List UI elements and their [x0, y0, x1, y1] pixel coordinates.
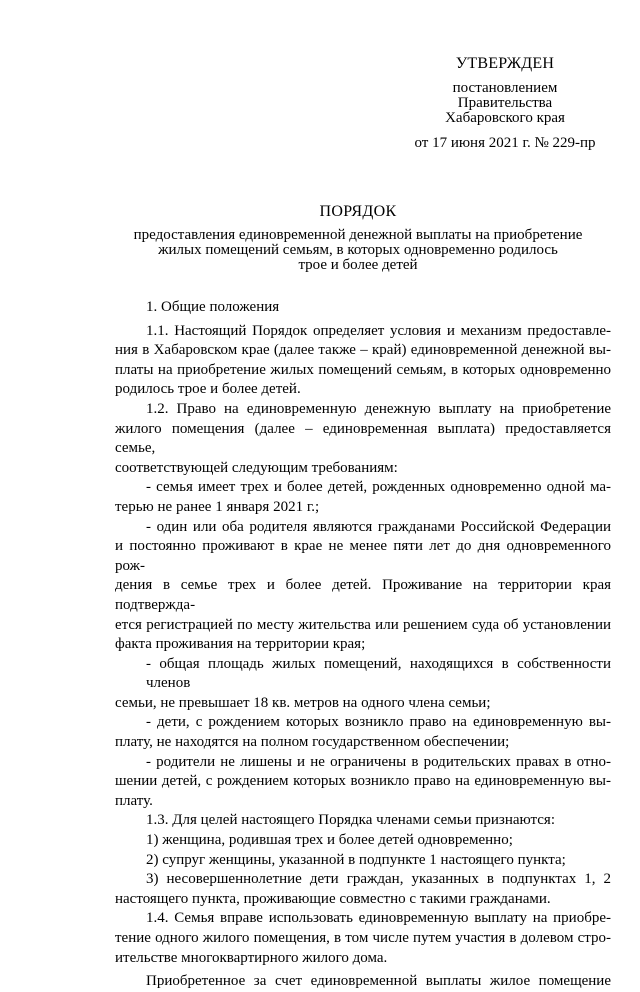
- text-line: 3) несовершеннолетние дети граждан, указанных в подпунктах 1, 2: [146, 871, 611, 888]
- text-line: 2) супруг женщины, указанной в подпункте 1 настоящего пункта;: [146, 851, 566, 868]
- text-line: жилого помещения (далее – единовременная выплата) предоставляется семье,: [115, 420, 611, 457]
- text-line: шении детей, с рождением которых возникло право на единовременную вы-: [115, 773, 611, 790]
- text-line: 1) женщина, родившая трех и более детей одновременно;: [146, 832, 513, 849]
- approved-heading: УТВЕРЖДЕН: [455, 55, 555, 72]
- text-line: семьи, не превышает 18 кв. метров на одного члена семьи;: [115, 694, 491, 711]
- text-line: родилось трое и более детей.: [115, 381, 301, 398]
- approval-line: Хабаровского края: [445, 110, 565, 126]
- text-line: платы на приобретение жилых помещений семьям, в которых одновременно: [115, 361, 611, 378]
- text-line: ительстве многоквартирного жилого дома.: [115, 949, 388, 966]
- text-line: 1.2. Право на единовременную денежную выплату на приобретение: [146, 400, 611, 417]
- approval-line: постановлением: [452, 80, 558, 96]
- document-body: [115, 298, 611, 992]
- section-heading: 1. Общие положения: [146, 299, 280, 315]
- text-line: терью не ранее 1 января 2021 г.;: [115, 498, 320, 515]
- subtitle-line: трое и более детей: [298, 257, 418, 273]
- text-line: соответствующей следующим требованиям:: [115, 459, 398, 476]
- text-line: 1.3. Для целей настоящего Порядка членами семьи признаются:: [146, 812, 555, 829]
- document-title: ПОРЯДОК: [319, 203, 397, 220]
- text-line: и постоянно проживают в крае не менее пяти лет до дня одновременного рож-: [115, 538, 611, 574]
- subtitle-line: жилых помещений семьям, в которых одновременно родилось: [158, 242, 558, 258]
- text-line: 1.1. Настоящий Порядок определяет условия и механизм предоставле-: [146, 322, 611, 339]
- text-line: плату.: [115, 792, 153, 809]
- text-line: Приобретенное за счет единовременной выплаты жилое помещение: [146, 973, 611, 990]
- text-line: тение одного жилого помещения, в том числе путем участия в долевом стро-: [115, 930, 611, 946]
- text-line: настоящего пункта, проживающие совместно с такими гражданами.: [115, 890, 551, 907]
- text-line: плату, не находятся на полном государственном обеспечении;: [115, 734, 510, 751]
- subtitle-line: предоставления единовременной денежной выплаты на приобретение: [133, 227, 583, 243]
- text-line: дения в семье трех и более детей. Проживание на территории края подтвержда-: [115, 577, 611, 613]
- text-line: факта проживания на территории края;: [115, 636, 366, 653]
- text-line: ния в Хабаровском крае (далее также – край) единовременной денежной вы-: [115, 342, 611, 359]
- text-line: - дети, с рождением которых возникло право на единовременную вы-: [146, 714, 611, 731]
- text-line: - один или оба родителя являются гражданами Российской Федерации: [146, 518, 611, 535]
- approval-date-line: от 17 июня 2021 г. № 229-пр: [414, 135, 596, 151]
- text-line: ется регистрацией по месту жительства или решением суда об установлении: [115, 616, 611, 633]
- approval-line: Правительства: [457, 95, 553, 111]
- text-line: - общая площадь жилых помещений, находящихся в собственности членов: [146, 655, 611, 692]
- approval-stamp: [400, 56, 610, 151]
- document-subtitle: [120, 228, 596, 273]
- text-line: - семья имеет трех и более детей, рожденных одновременно одной ма-: [146, 479, 611, 496]
- text-line: 1.4. Семья вправе использовать единовременную выплату на приобре-: [146, 910, 611, 927]
- text-line: - родители не лишены и не ограничены в родительских правах в отно-: [146, 753, 611, 770]
